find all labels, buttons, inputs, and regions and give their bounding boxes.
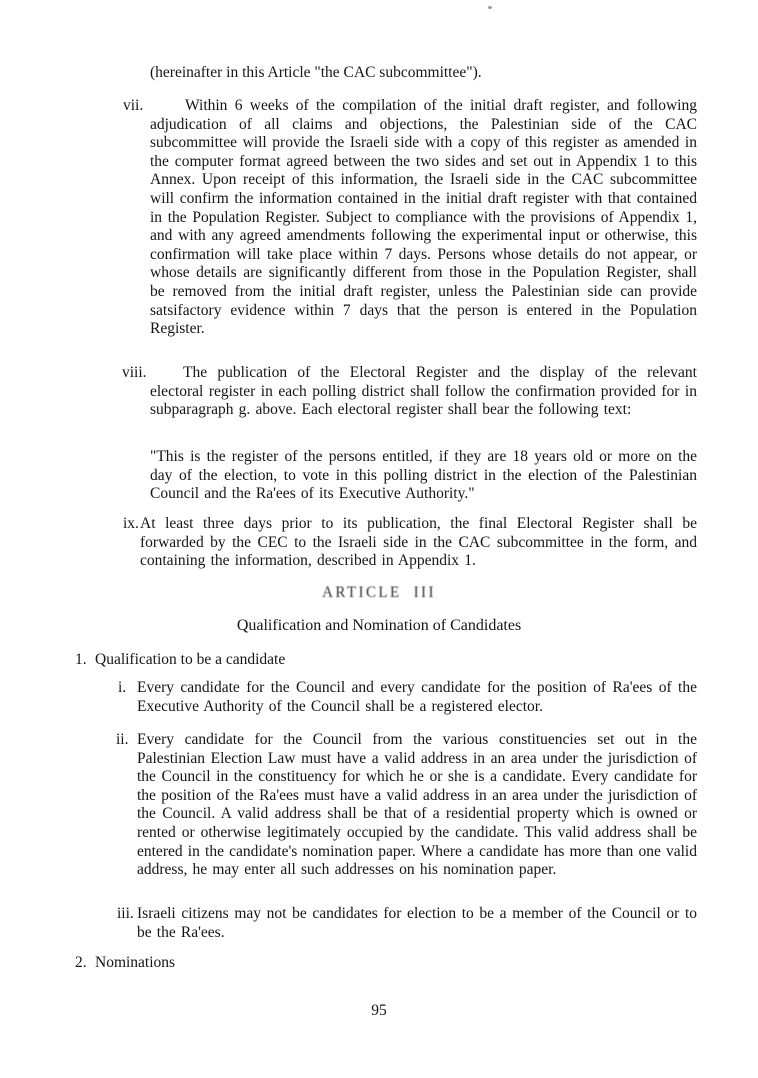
- scan-artifact: [488, 6, 492, 9]
- article-heading: ARTICLE III: [322, 584, 436, 601]
- paragraph-ix: [123, 515, 697, 571]
- numbered-label-1: 1.: [75, 651, 87, 668]
- paragraph-i: [118, 679, 697, 716]
- item-text-ii: Every candidate for the Council from the various constituencies set out in the Palestinian Election Law must have a valid address in an area under the jurisdiction of the Council in the constituency for which he or she is a candidate. Every candidate for the position of the Ra'ees must have a valid address in an area under the jurisdiction of the Council. A valid address shall be that of a residential property which is owned or rented or otherwise legitimately occupied by the candidate. This valid address shall be entered in the candidate's nomination paper. Where a candidate has more than one valid address, he may enter all such addresses on his nomination paper.: [137, 731, 697, 879]
- paragraph-viii: [122, 364, 697, 420]
- item-text-ix: At least three days prior to its publication, the final Electoral Register shall be forwarded by the CEC to the Israeli side in the CAC subcommittee in the form, and containing the information, described in Appendix 1.: [140, 515, 697, 570]
- register-text-quote: "This is the register of the persons entitled, if they are 18 years old or more on the day of the election, to vote in this polling district in the election of the Palestinian Council and the Ra'ees of its Executive Authority.": [150, 448, 697, 503]
- item-label-ix: ix.: [123, 515, 139, 532]
- item-label-iii: iii.: [117, 905, 134, 922]
- page-number: 95: [371, 1002, 387, 1019]
- numbered-title-qualification: Qualification to be a candidate: [95, 651, 286, 668]
- numbered-label-2: 2.: [75, 954, 87, 971]
- intro-line: (hereinafter in this Article "the CAC subcommittee").: [150, 64, 482, 81]
- paragraph-iii: [117, 905, 697, 942]
- paragraph-ii: [116, 731, 697, 880]
- numbered-title-nominations: Nominations: [95, 954, 176, 971]
- item-text-i: Every candidate for the Council and every candidate for the position of Ra'ees of the Executive Authority of the Council shall be a registered elector.: [137, 679, 697, 715]
- item-text-viii: The publication of the Electoral Register and the display of the relevant electoral register in each polling district shall follow the confirmation provided for in subparagraph g. above. Each electoral register shall bear the following text:: [150, 364, 697, 419]
- item-text-vii: Within 6 weeks of the compilation of the initial draft register, and following adjudication of all claims and objections, the Palestinian side of the CAC subcommittee will provide the Israeli side with a copy of this register as amended in the computer format agreed between the two sides and set out in Appendix 1 to this Annex. Upon receipt of this information, the Israeli side in the CAC subcommittee will confirm the information contained in the initial draft register with that contained in the Population Register. Subject to compliance with the provisions of Appendix 1, and with any agreed amendments following the experimental input or otherwise, this confirmation will take place within 7 days. Persons whose details do not appear, or whose details are significantly different from those in the Population Register, shall be removed from the initial draft register, unless the Palestinian side can provide satsifactory evidence within 7 days that the person is entered in the Population Register.: [150, 97, 697, 338]
- item-label-vii: vii.: [123, 97, 144, 114]
- item-text-iii: Israeli citizens may not be candidates for election to be a member of the Council or to be the Ra'ees.: [137, 905, 697, 941]
- paragraph-vii: [123, 97, 697, 339]
- numbered-item-nominations: [75, 954, 175, 973]
- numbered-item-qualification: [75, 651, 285, 670]
- item-label-ii: ii.: [116, 731, 129, 748]
- item-label-viii: viii.: [122, 364, 147, 381]
- item-label-i: i.: [118, 679, 127, 696]
- section-heading: Qualification and Nomination of Candidates: [236, 617, 522, 634]
